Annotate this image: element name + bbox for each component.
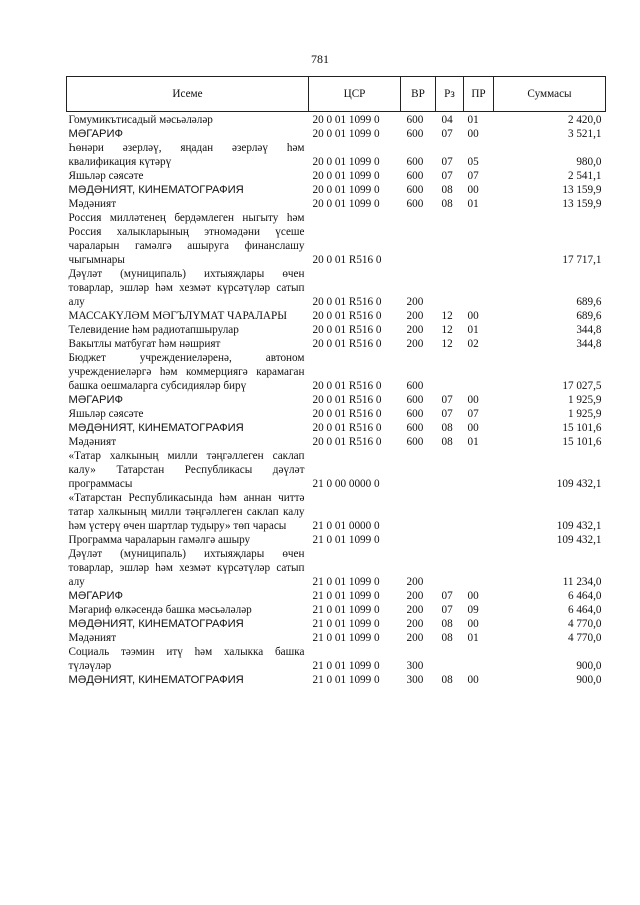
table-row [67, 421, 606, 435]
cell-sum: 1 925,9 [567, 394, 602, 406]
table-row [67, 673, 606, 687]
cell-csr: 20 0 01 R516 0 [312, 338, 382, 350]
cell-rz: 07 [441, 408, 453, 420]
cell-vr: 600 [406, 380, 424, 392]
table-body [67, 112, 606, 688]
cell-rz [436, 351, 464, 393]
cell-name: Мәгариф өлкәсендә башка мәсьәләләр [68, 604, 252, 616]
cell-csr: 20 0 01 1099 0 [312, 198, 380, 210]
cell-pr: 00 [467, 590, 479, 602]
cell-sum: 13 159,9 [562, 184, 602, 196]
cell-pr [464, 449, 494, 491]
cell-sum: 15 101,6 [562, 436, 602, 448]
table-row [67, 183, 606, 197]
cell-sum: 344,8 [576, 324, 602, 336]
header-csr: ЦСР [309, 77, 401, 112]
table-row [67, 211, 606, 267]
cell-name: МӘГАРИФ [68, 394, 124, 406]
cell-vr [401, 533, 436, 547]
cell-rz: 12 [441, 324, 453, 336]
cell-csr: 21 0 01 1099 0 [312, 618, 380, 630]
cell-name: МӘДӘНИЯТ, КИНЕМАТОГРАФИЯ [68, 618, 244, 630]
cell-rz [436, 533, 464, 547]
cell-name: «Татарстан Республикасында һәм аннан читтә татар халкының милли тәңгәллеген саклап калу һәм үстерү өчен шартлар тудыру» төп чарасы [68, 492, 305, 532]
cell-rz: 08 [441, 436, 453, 448]
cell-pr: 09 [467, 604, 479, 616]
table-row [67, 337, 606, 351]
cell-csr: 21 0 01 1099 0 [312, 534, 380, 546]
cell-vr: 600 [406, 198, 424, 210]
cell-name: Телевидение һәм радиотапшырулар [68, 324, 239, 336]
cell-name: Бюджет учреждениеләренә, автоном учреждениеләргә һәм коммерциягә карамаган башка оешмаларга субсидияләр бирү [68, 352, 305, 392]
cell-sum: 13 159,9 [562, 198, 602, 210]
table-row [67, 393, 606, 407]
cell-csr: 20 0 01 R516 0 [312, 408, 382, 420]
cell-csr: 20 0 01 R516 0 [312, 296, 382, 308]
cell-pr [464, 533, 494, 547]
cell-vr: 200 [406, 618, 424, 630]
cell-csr: 21 0 01 1099 0 [312, 674, 380, 686]
table-row [67, 631, 606, 645]
cell-pr: 05 [467, 156, 479, 168]
budget-table [66, 76, 606, 687]
table-row [67, 589, 606, 603]
cell-pr [464, 645, 494, 673]
cell-name: Мәдәният [68, 632, 117, 644]
cell-name: Социаль тәэмин итү һәм халыкка башка түләүләр [68, 646, 305, 672]
cell-name: Россия милләтенең бердәмлеген ныгыту һәм Россия халыкларының этномәдәни үсеше чараларын гамәлгә ашыруга финанслашу чыгымнары [68, 212, 305, 266]
cell-name: МӘДӘНИЯТ, КИНЕМАТОГРАФИЯ [68, 184, 244, 196]
cell-vr: 600 [406, 128, 424, 140]
cell-vr: 200 [406, 310, 424, 322]
table-row [67, 169, 606, 183]
cell-vr: 200 [406, 590, 424, 602]
cell-vr: 200 [406, 338, 424, 350]
cell-rz: 04 [441, 114, 453, 126]
cell-csr: 21 0 01 1099 0 [312, 632, 380, 644]
cell-pr: 00 [467, 128, 479, 140]
cell-rz: 08 [441, 632, 453, 644]
cell-csr: 20 0 01 R516 0 [312, 324, 382, 336]
cell-name: МӘГАРИФ [68, 590, 124, 602]
table-row [67, 407, 606, 421]
cell-vr: 600 [406, 436, 424, 448]
cell-csr: 20 0 01 R516 0 [312, 394, 382, 406]
cell-name: Вакытлы матбугат һәм нәшрият [68, 338, 221, 350]
table-row [67, 351, 606, 393]
table-row [67, 617, 606, 631]
cell-rz: 08 [441, 198, 453, 210]
cell-csr: 20 0 01 R516 0 [312, 422, 382, 434]
cell-sum: 17 027,5 [562, 380, 602, 392]
cell-sum: 15 101,6 [562, 422, 602, 434]
cell-vr: 600 [406, 170, 424, 182]
cell-name: Һөнәри әзерләү, яңадан әзерләү һәм квалификация күтәрү [68, 142, 305, 168]
cell-name: МӘДӘНИЯТ, КИНЕМАТОГРАФИЯ [68, 422, 244, 434]
cell-sum: 6 464,0 [567, 590, 602, 602]
cell-pr [464, 547, 494, 589]
cell-rz [436, 267, 464, 309]
table-row [67, 603, 606, 617]
cell-pr: 00 [467, 310, 479, 322]
table-row [67, 141, 606, 169]
header-rz: Рз [436, 77, 464, 112]
cell-name: Мәдәният [68, 436, 117, 448]
cell-csr: 20 0 01 R516 0 [312, 380, 382, 392]
cell-csr: 20 0 01 R516 0 [312, 310, 382, 322]
cell-vr [401, 211, 436, 267]
cell-name: Яшьләр сәясәте [68, 408, 144, 420]
cell-csr: 21 0 00 0000 0 [312, 478, 380, 490]
cell-vr: 200 [406, 632, 424, 644]
cell-pr: 07 [467, 170, 479, 182]
cell-rz [436, 211, 464, 267]
cell-sum: 3 521,1 [567, 128, 602, 140]
table-row [67, 533, 606, 547]
cell-sum: 2 541,1 [567, 170, 602, 182]
cell-name: Мәдәният [68, 198, 117, 210]
cell-pr [464, 267, 494, 309]
cell-csr: 20 0 01 R516 0 [312, 436, 382, 448]
cell-csr: 20 0 01 1099 0 [312, 114, 380, 126]
cell-vr: 200 [406, 324, 424, 336]
cell-pr: 01 [467, 114, 479, 126]
cell-name: «Татар халкының милли тәңгәллеген саклап калу» Татарстан Республикасы дәүләт программасы [68, 450, 305, 490]
cell-vr [401, 491, 436, 533]
table-header-row [67, 77, 606, 112]
cell-vr: 200 [406, 604, 424, 616]
table-row [67, 197, 606, 211]
cell-pr: 07 [467, 408, 479, 420]
cell-name: Дәүләт (муниципаль) ихтыяҗлары өчен товарлар, эшләр һәм хезмәт күрсәтүләр сатып алу [68, 548, 305, 588]
cell-sum: 900,0 [576, 660, 602, 672]
header-sum: Суммасы [494, 77, 606, 112]
cell-vr: 300 [406, 660, 424, 672]
cell-pr: 00 [467, 394, 479, 406]
cell-vr: 200 [406, 576, 424, 588]
cell-name: Яшьләр сәясәте [68, 170, 144, 182]
cell-sum: 109 432,1 [556, 478, 602, 490]
table-row [67, 435, 606, 449]
cell-sum: 4 770,0 [567, 618, 602, 630]
cell-vr: 600 [406, 394, 424, 406]
cell-csr: 21 0 01 1099 0 [312, 660, 380, 672]
cell-sum: 4 770,0 [567, 632, 602, 644]
cell-pr [464, 351, 494, 393]
cell-rz: 12 [441, 310, 453, 322]
cell-rz: 07 [441, 128, 453, 140]
cell-vr: 600 [406, 184, 424, 196]
cell-name: Дәүләт (муниципаль) ихтыяҗлары өчен товарлар, эшләр һәм хезмәт күрсәтүләр сатып алу [68, 268, 305, 308]
cell-sum: 2 420,0 [567, 114, 602, 126]
cell-pr: 01 [467, 436, 479, 448]
cell-sum: 17 717,1 [562, 254, 602, 266]
cell-csr: 20 0 01 1099 0 [312, 156, 380, 168]
cell-vr: 600 [406, 114, 424, 126]
cell-sum: 900,0 [576, 674, 602, 686]
header-name: Исеме [67, 77, 309, 112]
cell-rz: 12 [441, 338, 453, 350]
cell-rz: 08 [441, 674, 453, 686]
cell-rz [436, 449, 464, 491]
table-row [67, 645, 606, 673]
cell-vr: 600 [406, 156, 424, 168]
cell-pr: 01 [467, 632, 479, 644]
cell-sum: 1 925,9 [567, 408, 602, 420]
cell-pr: 02 [467, 338, 479, 350]
table-row [67, 449, 606, 491]
cell-rz [436, 491, 464, 533]
cell-vr: 600 [406, 408, 424, 420]
cell-pr: 00 [467, 618, 479, 630]
cell-sum: 109 432,1 [556, 534, 602, 546]
cell-rz: 07 [441, 156, 453, 168]
cell-name: МӘДӘНИЯТ, КИНЕМАТОГРАФИЯ [68, 674, 244, 686]
cell-name: МАССАКҮЛӘМ МӘГЪЛҮМАТ ЧАРАЛАРЫ [68, 310, 287, 322]
cell-pr [464, 491, 494, 533]
cell-pr: 00 [467, 184, 479, 196]
table-row [67, 547, 606, 589]
header-vr: ВР [401, 77, 436, 112]
cell-csr: 20 0 01 1099 0 [312, 128, 380, 140]
cell-sum: 11 234,0 [562, 576, 602, 588]
cell-sum: 980,0 [576, 156, 602, 168]
cell-rz: 07 [441, 170, 453, 182]
cell-rz: 07 [441, 604, 453, 616]
cell-sum: 6 464,0 [567, 604, 602, 616]
cell-vr [401, 449, 436, 491]
cell-csr: 21 0 01 0000 0 [312, 520, 380, 532]
cell-pr: 00 [467, 422, 479, 434]
table-row [67, 491, 606, 533]
cell-vr: 600 [406, 422, 424, 434]
cell-csr: 20 0 01 R516 0 [312, 254, 382, 266]
cell-sum: 689,6 [576, 296, 602, 308]
cell-name: Гомумикътисадый мәсьәләләр [68, 114, 213, 126]
cell-sum: 109 432,1 [556, 520, 602, 532]
cell-rz: 08 [441, 618, 453, 630]
table-row [67, 309, 606, 323]
cell-sum: 689,6 [576, 310, 602, 322]
header-pr: ПР [464, 77, 494, 112]
page-number: 781 [311, 52, 329, 66]
cell-csr: 20 0 01 1099 0 [312, 184, 380, 196]
cell-rz: 07 [441, 590, 453, 602]
cell-csr: 21 0 01 1099 0 [312, 576, 380, 588]
cell-pr [464, 211, 494, 267]
cell-csr: 20 0 01 1099 0 [312, 170, 380, 182]
cell-rz [436, 645, 464, 673]
table-row [67, 323, 606, 337]
cell-csr: 21 0 01 1099 0 [312, 604, 380, 616]
cell-name: МӘГАРИФ [68, 128, 124, 140]
cell-rz: 07 [441, 394, 453, 406]
table-row [67, 127, 606, 141]
cell-csr: 21 0 01 1099 0 [312, 590, 380, 602]
table-row [67, 112, 606, 128]
cell-pr: 01 [467, 198, 479, 210]
cell-rz [436, 547, 464, 589]
cell-pr: 01 [467, 324, 479, 336]
cell-rz: 08 [441, 422, 453, 434]
cell-pr: 00 [467, 674, 479, 686]
table-row [67, 267, 606, 309]
cell-vr: 300 [406, 674, 424, 686]
cell-name: Программа чараларын гамәлгә ашыру [68, 534, 251, 546]
cell-vr: 200 [406, 296, 424, 308]
cell-rz: 08 [441, 184, 453, 196]
cell-sum: 344,8 [576, 338, 602, 350]
